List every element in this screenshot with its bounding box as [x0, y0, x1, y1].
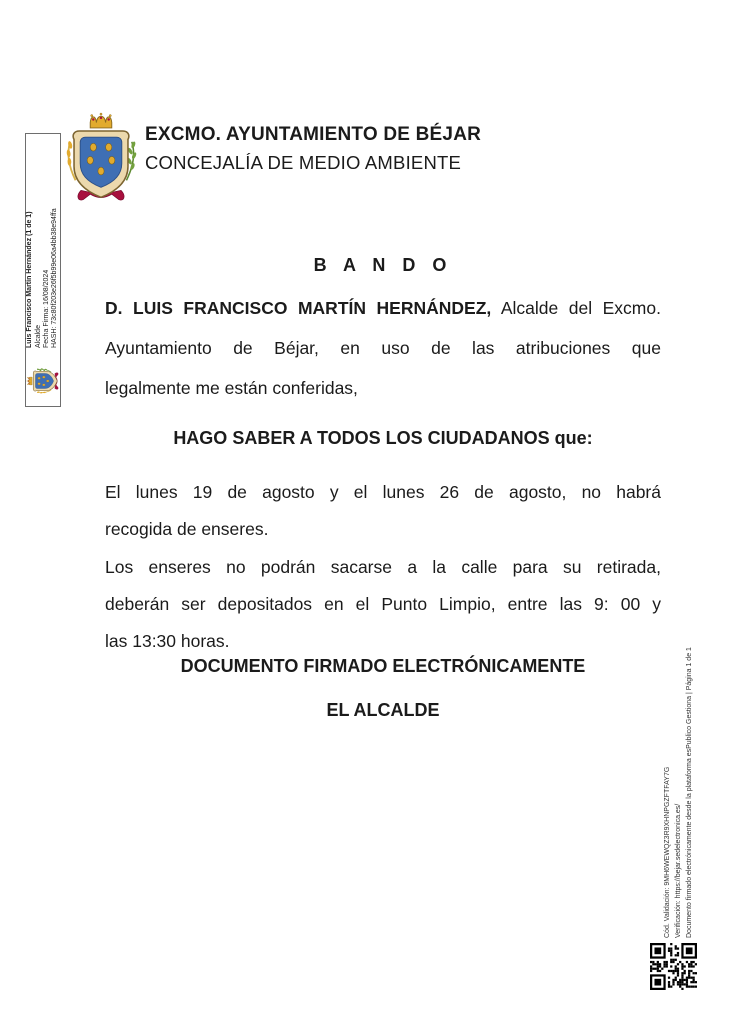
signer-role: Alcalde — [34, 325, 42, 348]
coat-of-arms-icon — [62, 111, 140, 205]
organization-name: EXCMO. AYUNTAMIENTO DE BÉJAR — [145, 124, 482, 145]
document-header — [145, 124, 481, 174]
signature-hash: HASH: 73c80f203e26f5b99e06a4bb38e94ffa — [51, 208, 59, 348]
para1-line1: El lunes 19 de agosto y el lunes 26 de agosto, no habrá — [105, 482, 661, 502]
intro-line1-rest: Alcalde del Excmo. — [500, 298, 661, 318]
validation-code: Cód. Validación: 9MH6WEWQZ3R9XHNPGZFTFAY7G — [664, 766, 671, 938]
proclamation-heading: HAGO SABER A TODOS LOS CIUDADANOS que: — [173, 428, 593, 448]
qr-code — [650, 943, 697, 990]
intro-signer-name: D. LUIS FRANCISCO MARTÍN HERNÁNDEZ, — [105, 298, 492, 318]
coat-of-arms-small-icon — [26, 366, 60, 396]
para2-line3: las 13:30 horas. — [105, 631, 230, 651]
para1-line2: recogida de enseres. — [105, 519, 269, 539]
para2-line2: deberán ser depositados en el Punto Limpio, entre las 9: 00 y — [105, 594, 661, 614]
signed-electronically-notice: DOCUMENTO FIRMADO ELECTRÓNICAMENTE — [180, 656, 586, 676]
verification-strip — [662, 608, 702, 938]
paragraph-punto-limpio — [105, 549, 661, 660]
department-name: CONCEJALÍA DE MEDIO AMBIENTE — [145, 152, 462, 173]
signature-strip — [27, 136, 59, 406]
signature-margin-box — [25, 133, 61, 407]
paragraph-no-collection — [105, 474, 661, 548]
signature-date: Fecha Firma: 16/08/2024 — [43, 269, 50, 348]
signer-name: Luis Francisco Martín Hernández (1 de 1) — [26, 211, 34, 348]
intro-line3: legalmente me están conferidas, — [105, 378, 358, 398]
intro-paragraph — [105, 288, 661, 408]
platform-note: Documento firmado electrónicamente desde la plataforma esPublico Gestiona | Página 1 de 1 — [686, 647, 693, 938]
signer-title: EL ALCALDE — [326, 700, 440, 720]
verification-url: Verificación: https://bejar.sedelectronica.es/ — [675, 803, 682, 938]
intro-line2: Ayuntamiento de Béjar, en uso de las atribuciones que — [105, 338, 661, 358]
verification-margin — [662, 608, 702, 938]
para2-line1: Los enseres no podrán sacarse a la calle para su retirada, — [105, 557, 661, 577]
document-title: B A N D O — [313, 255, 453, 276]
signature-details — [26, 208, 60, 348]
